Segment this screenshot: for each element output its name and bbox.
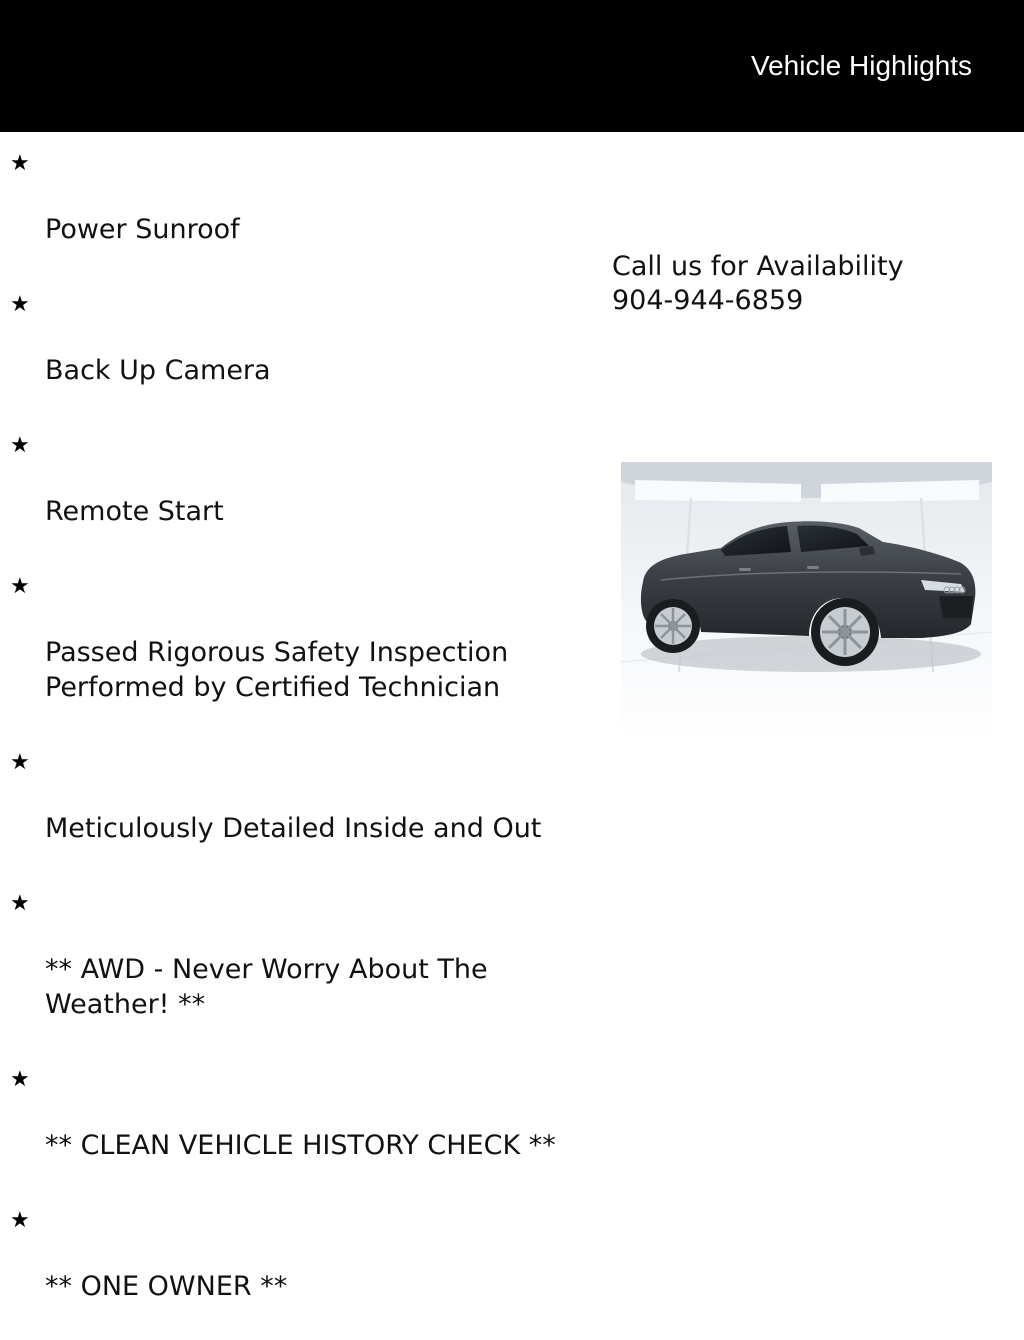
- highlight-label: Power Sunroof: [45, 214, 240, 245]
- star-icon: ★: [10, 433, 30, 458]
- highlight-label: Passed Rigorous Safety Inspection Performed by Certified Technician: [45, 637, 509, 703]
- vehicle-photo: [621, 462, 992, 740]
- star-icon: ★: [10, 574, 30, 599]
- list-item: [0, 283, 600, 388]
- list-item: [0, 142, 600, 247]
- header-bar: [0, 0, 1024, 132]
- highlights-list: [0, 142, 600, 1340]
- list-item: [0, 565, 600, 705]
- highlight-label: Meticulously Detailed Inside and Out: [45, 813, 542, 844]
- star-icon: ★: [10, 891, 30, 916]
- highlight-label: Remote Start: [45, 496, 224, 527]
- list-item: [0, 882, 600, 1022]
- highlight-label: ** CLEAN VEHICLE HISTORY CHECK **: [45, 1130, 556, 1161]
- phone-number[interactable]: 904-944-6859: [612, 285, 804, 316]
- highlight-label: Back Up Camera: [45, 355, 271, 386]
- highlight-label: ** ONE OWNER **: [45, 1271, 288, 1302]
- star-icon: ★: [10, 1067, 30, 1092]
- star-icon: ★: [10, 750, 30, 775]
- highlight-label: ** AWD - Never Worry About The Weather! **: [45, 954, 488, 1020]
- contact-block: [612, 250, 904, 318]
- availability-text: Call us for Availability: [612, 251, 904, 282]
- list-item: [0, 741, 600, 846]
- list-item: [0, 1199, 600, 1304]
- star-icon: ★: [10, 292, 30, 317]
- list-item: [0, 424, 600, 529]
- page-title: Vehicle Highlights: [750, 50, 972, 81]
- star-icon: ★: [10, 151, 30, 176]
- star-icon: ★: [10, 1208, 30, 1233]
- list-item: [0, 1058, 600, 1163]
